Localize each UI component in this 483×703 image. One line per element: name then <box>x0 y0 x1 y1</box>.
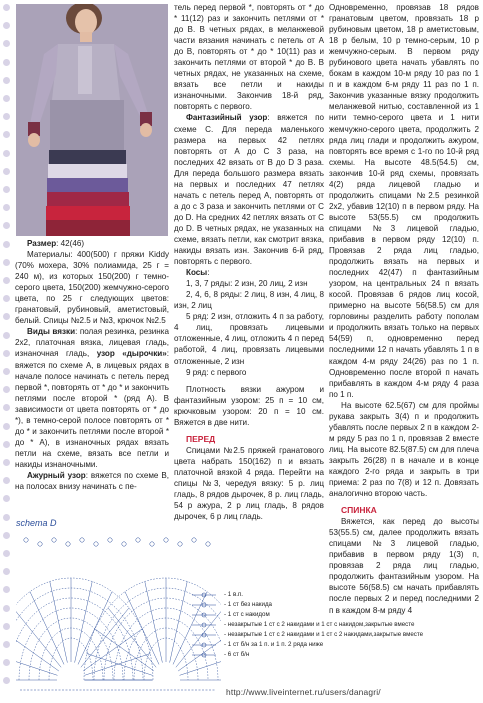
binding-dot <box>3 386 10 393</box>
binding-dot <box>3 459 10 466</box>
binding-dot <box>3 568 10 575</box>
col3-paragraph-1: Одновременно, провязав 18 рядов гранатовым цветом, провязать 18 р рубиновым цветом, 18 р аметистовым, 18 р белым, 10 р темно-серым, 10 р жемчужно-серым. В первом ряду рубинового цвета начать убавлять по бокам в каждом 10-м ряду 10 раз по 1 п и в каждом 6-м ряду 11 раз по 1 п. Закончив указанные вязку продолжить меланжевой нитью, составленной из 1 нити темно-серого цвета и 1 нити жемчужно-серого цвета, продолжить 2 ряда лиц глади и продолжить ажуром, повторять все время с 1-го по 10-й ряд схемы. На высоте 48.5(54.5) см, закончив 10-й ряд схемы, провязать 4(2) ряда лицевой гладью и продолжить спицами №2.5 резинкой 2х2, убавив 12(10) п в первом ряду. На высоте 53(55.5) см продолжить спицами №3 лицевой гладью, прибавив в первом ряду 12(10) п. Провязав 2 ряда лиц гладью, продолжить вязать на первых и последних 42(47) п фантазийным узором, на центральных 24 п вязать косой. Провязав 6 рядов лиц косой, примерно на высоте 56(58.5) см для горловины разделить работу пополам и продолжить вязать только на первых 54(59) п, одновременно перед последними 12 п начать убавлять 1 п в каждом 4-м ряду 24(26) раз по 1 п. Одновременно после второй п начать прибавлять в каждом 4-м ряду 4 раза по 1 п. <box>329 3 479 399</box>
schema-loop <box>94 542 98 546</box>
legend-row <box>188 640 338 650</box>
binding-dot <box>3 113 10 120</box>
schema-spoke <box>50 581 68 662</box>
binding-dot <box>3 22 10 29</box>
binding-dot <box>3 150 10 157</box>
schema-spoke <box>81 608 129 667</box>
braids-label: Косы <box>186 268 208 278</box>
binding-dot <box>3 423 10 430</box>
column-3 <box>329 2 479 616</box>
binding-dot <box>3 623 10 630</box>
fantasy-label: Фантазийный узор <box>186 113 268 123</box>
legend-text: - 1 ст без накида <box>224 601 272 608</box>
legend-text: - незакрытые 1 ст с 2 накидами и 1 ст с накидом,закрытые вместе <box>224 621 415 628</box>
binding-dot <box>3 186 10 193</box>
braids-row: 9 ряд: с первого <box>186 367 247 377</box>
binding-dot <box>3 514 10 521</box>
size-value: : 42(46) <box>56 239 85 248</box>
binding-dot <box>3 441 10 448</box>
braids-row: 5 ряд: 2 изн, отложить 4 п за работу, 4 лиц, провязать лицевыми отложенные, 4 лиц, отложить 4 п перед работой, 4 лиц, провязать лицевыми отложенные, 2 изн <box>174 312 324 366</box>
openwork-label: Ажурный узор <box>27 470 86 480</box>
schema-loop <box>206 542 210 546</box>
size-label: Размер <box>27 239 57 248</box>
binding-dot <box>3 368 10 375</box>
legend-text: - 1 ст б/н за 1 п. и 1 п. 2 ряда ниже <box>224 641 324 648</box>
schema-spoke <box>145 581 163 662</box>
legend-symbol-icon <box>188 590 220 600</box>
legend-row <box>188 610 338 620</box>
schema-loop <box>192 538 196 542</box>
legend-symbol-icon <box>188 630 220 640</box>
legend-row <box>188 650 338 660</box>
schema-loop <box>52 538 56 542</box>
legend-text: - незакрытые 1 ст с 2 накидами и 1 ст с 2 накидами,закрытые вместе <box>224 631 424 638</box>
back-heading: СПИНКА <box>341 505 377 516</box>
binding-dot <box>3 477 10 484</box>
binding-dot <box>3 495 10 502</box>
fantasy-text: : вяжется по схеме С. Для переда маленького размера на первых 42 петлях повторять от А до С 3 раза, на последних 42 вязать от В до D 3 раза. Для переда большого размера вязать на первых и последних 47 петлях начать с петель перед А, повторять от а до с 3 раза и закончить петлями от С до D. На средних 42 петлях вязать от С до D. В четных рядах, не указанных на схеме, вязать петли, как смотрит вязка, накиды вязать изн. Закончив 6-й ряд, повторять с первого. <box>174 113 324 267</box>
col2-paragraph-1: тель перед первой *, повторять от * до * 11(12) раз и закончить петлями от * до В. В четных рядах, в меланжевой части вязания начинать с петель от А до В, повторять от * до * 10(11) раз и закончить петлями от второй * до В. В четных рядах, не указанных на схеме, вязать все петли и накиды изнаночными. Закончив 18-й ряд, повторять с первого. <box>174 3 324 112</box>
dress-photo <box>16 4 168 236</box>
binding-dot <box>3 659 10 666</box>
binding-dot <box>3 40 10 47</box>
density-text: Плотность вязки ажуром и фантазийным узором: 25 п = 10 см, крючковым узором: 20 п = 10 см. Вяжется в две нити. <box>174 384 324 427</box>
legend-symbol-icon <box>188 640 220 650</box>
schema-loop <box>38 542 42 546</box>
schema-spoke <box>95 629 154 671</box>
legend-symbol-icon <box>188 650 220 660</box>
legend-row <box>188 590 338 600</box>
binding-dot <box>3 313 10 320</box>
braids-row: 2, 4, 6, 8 ряды: 2 лиц, 8 изн, 4 лиц, 8 изн, 2 лиц <box>174 290 324 311</box>
legend-symbol-icon <box>188 610 220 620</box>
binding-dot <box>3 532 10 539</box>
front-text: Спицами №2.5 пряжей гранатового цвета набрать 150(162) п и вязать платочной вязкой 4 ряда. Перейти на спицы №3, чередуя вязку: 5 р. лиц гладь, 8 рядов дырочек, 8 р. лиц гладь, 54 р ажура, 2 р лиц гладь, 8 рядов дырочек, 6 р лиц гладь. <box>174 445 324 522</box>
schema-loop <box>80 538 84 542</box>
materials-text: Материалы: 400(500) г пряжи Kiddy (70% мохера, 30% полиамида, 25 г = 240 м), из которых 150(200) г темно-серого цвета, 150(200) жемчужно-серого цвета, по 25 г следующих цветов: гранатовый, рубиновый, аметистовый, белый. Спицы №2.5 и №3, крючок №2.5 <box>15 250 169 326</box>
schema-arc <box>16 598 133 680</box>
binding-dot <box>3 332 10 339</box>
binding-dot <box>3 677 10 684</box>
schema-loop <box>24 538 28 542</box>
schema-spoke <box>83 629 142 671</box>
schema-loop <box>178 542 182 546</box>
binding-dot <box>3 59 10 66</box>
binding-dot <box>3 277 10 284</box>
binding-dot <box>3 77 10 84</box>
schema-spoke <box>16 629 59 671</box>
legend-text: - 1 ст с накидом <box>224 611 270 618</box>
schema-loop <box>108 538 112 542</box>
schema-spoke <box>170 581 188 662</box>
binding-dot <box>3 204 10 211</box>
binding-dot <box>3 404 10 411</box>
pattern-label: узор «дырочки» <box>96 349 167 359</box>
source-url: http://www.liveinternet.ru/users/danagri/ <box>226 687 381 697</box>
binding-dot <box>3 295 10 302</box>
schema-loop <box>164 538 168 542</box>
binding-dot <box>3 641 10 648</box>
back-text: Вяжется, как перед до высоты 53(55.5) см, далее продолжить вязать спицами №3 лицевой гладью, прибавив в первом ряду 1(3) п, провязав 2 ряда лиц гладью, продолжить фантазийным узором. На высоте 56(58.5) см начать прибавлять после первых 2 и перед последними 2 п в каждом 8-м ряду 4 <box>329 517 479 615</box>
binding-dot <box>3 550 10 557</box>
schema-spoke <box>78 592 112 665</box>
col3-paragraph-2: На высоте 62.5(67) см для проймы рукава закрыть 3(4) п и продолжить убавлять после первых 2 п в каждом 2-м ряду 5 раз по 1 п, провязав 2 вместе лиц. На высоте 82.5(87.5) см для плеча закрыть 26(28) п в начале и в конце каждого 2-го ряда и закрыть в три приема: 2 раз по 7(8) и 12 п. Довязать аналогично второю часть. <box>329 400 479 499</box>
schema-loop <box>150 542 154 546</box>
schema-spoke <box>75 581 93 662</box>
schema-spoke <box>16 654 57 676</box>
schema-spoke <box>87 654 153 676</box>
legend-text: - 6 ст б/н <box>224 651 250 658</box>
binding-dot <box>3 605 10 612</box>
types-text: : полая резинка, резинка 2х2, платочная вязка, лицевая гладь, изнаночная гладь, <box>15 327 169 359</box>
binding-dot <box>3 350 10 357</box>
types-label: Виды вязки <box>27 327 76 337</box>
legend-row <box>188 600 338 610</box>
schema-spoke <box>85 654 151 676</box>
binding-dot <box>3 168 10 175</box>
column-1 <box>15 238 169 492</box>
binding-dot <box>3 222 10 229</box>
schema-loop <box>136 538 140 542</box>
column-2: тель перед первой *, повторять от * до * 11(12) раз и закончить петлями от * до В. В четных рядах, в меланжевой части вязания начинать с петель от А до В, повторять от * до * 10(11) раз и закончить петлями от второй * до В. В четных рядах, не указанных на схеме, вязать все петли и накиды изнаночными. Закончив 18-й ряд, повторять с первого. Фантазийный узор: вяжется по схеме С. Для переда маленького размера на первых 42 петлях повторять от А до С 3 раза, на последних 42 вязать от В до D 3 раза. Для переда большого размера вязать на первых и последних 47 петлях начать с петель перед А, повторять от а до с 3 раза и закончить петлями от С до D. На средних 42 петлях вязать от С до D. В четных рядах, не указанных на схеме, вязать петли, как смотрит вязка, накиды вязать изн. Закончив 6-й ряд, повторять с первого. Косы: 1, 3, 7 ряды: 2 изн, 20 лиц, 2 изн 2, 4, 6, 8 ряды: 2 лиц, 8 изн, 4 лиц, 8 изн, 2 лиц 5 ряд: 2 изн, отложить 4 п за работу, 4 лиц, провязать лицевыми отложенные, 4 лиц, отложить 4 п перед работой, 4 лиц, провязать лицевыми отложенные, 2 изн 9 ряд: с первого Плотность вязки ажуром и фантазийным узором: 25 п = 10 см, крючковым узором: 20 п = 10 см. Вяжется в две нити. ПЕРЕД Спицами №2.5 пряжей гранатового цвета набрать 150(162) п и вязать платочной вязкой 4 ряда. Перейти на спицы №3, чередуя вязку: 5 р. лиц гладь, 8 рядов дырочек, 8 р. лиц гладь, 54 р ажура, 2 р лиц гладь, 8 рядов дырочек, 6 р лиц гладь. <box>174 3 324 522</box>
schema-legend <box>188 590 424 660</box>
openwork-text: : вяжется по схеме В, на полосах внизу начинать с пе- <box>15 470 169 492</box>
schema-title: schema D <box>16 518 57 528</box>
braids-row: 1, 3, 7 ряды: 2 изн, 20 лиц, 2 изн <box>186 279 308 289</box>
schema-spoke <box>108 608 156 667</box>
schema-loop <box>122 542 126 546</box>
schema-loop <box>66 542 70 546</box>
legend-text: - 1 в.п. <box>224 591 244 598</box>
pattern-text: : вяжется по схеме А, в лицевых рядах в начале полосе начинать с петель перед первой *, повторять от * до * и закончить петлями после второй * (ряд А). В зависимости от цвета повторять от * до *), в темно-серой полосе повторять от * до * и закончить петлями после второй * до * А), в изнаночных рядах вязать петли на схеме, вязать все петли и накиды изнаночными. <box>15 349 169 469</box>
binding-dot <box>3 4 10 11</box>
binding-dot <box>3 131 10 138</box>
binding-dot <box>3 586 10 593</box>
schema-arc <box>16 578 153 680</box>
legend-row <box>188 630 424 640</box>
binding-dots <box>3 4 11 694</box>
schema-spoke <box>16 608 61 667</box>
legend-symbol-icon <box>188 600 220 610</box>
binding-dot <box>3 241 10 248</box>
front-heading: ПЕРЕД <box>186 433 216 444</box>
binding-dot <box>3 95 10 102</box>
legend-symbol-icon <box>188 620 220 630</box>
binding-dot <box>3 259 10 266</box>
legend-row <box>188 620 415 630</box>
